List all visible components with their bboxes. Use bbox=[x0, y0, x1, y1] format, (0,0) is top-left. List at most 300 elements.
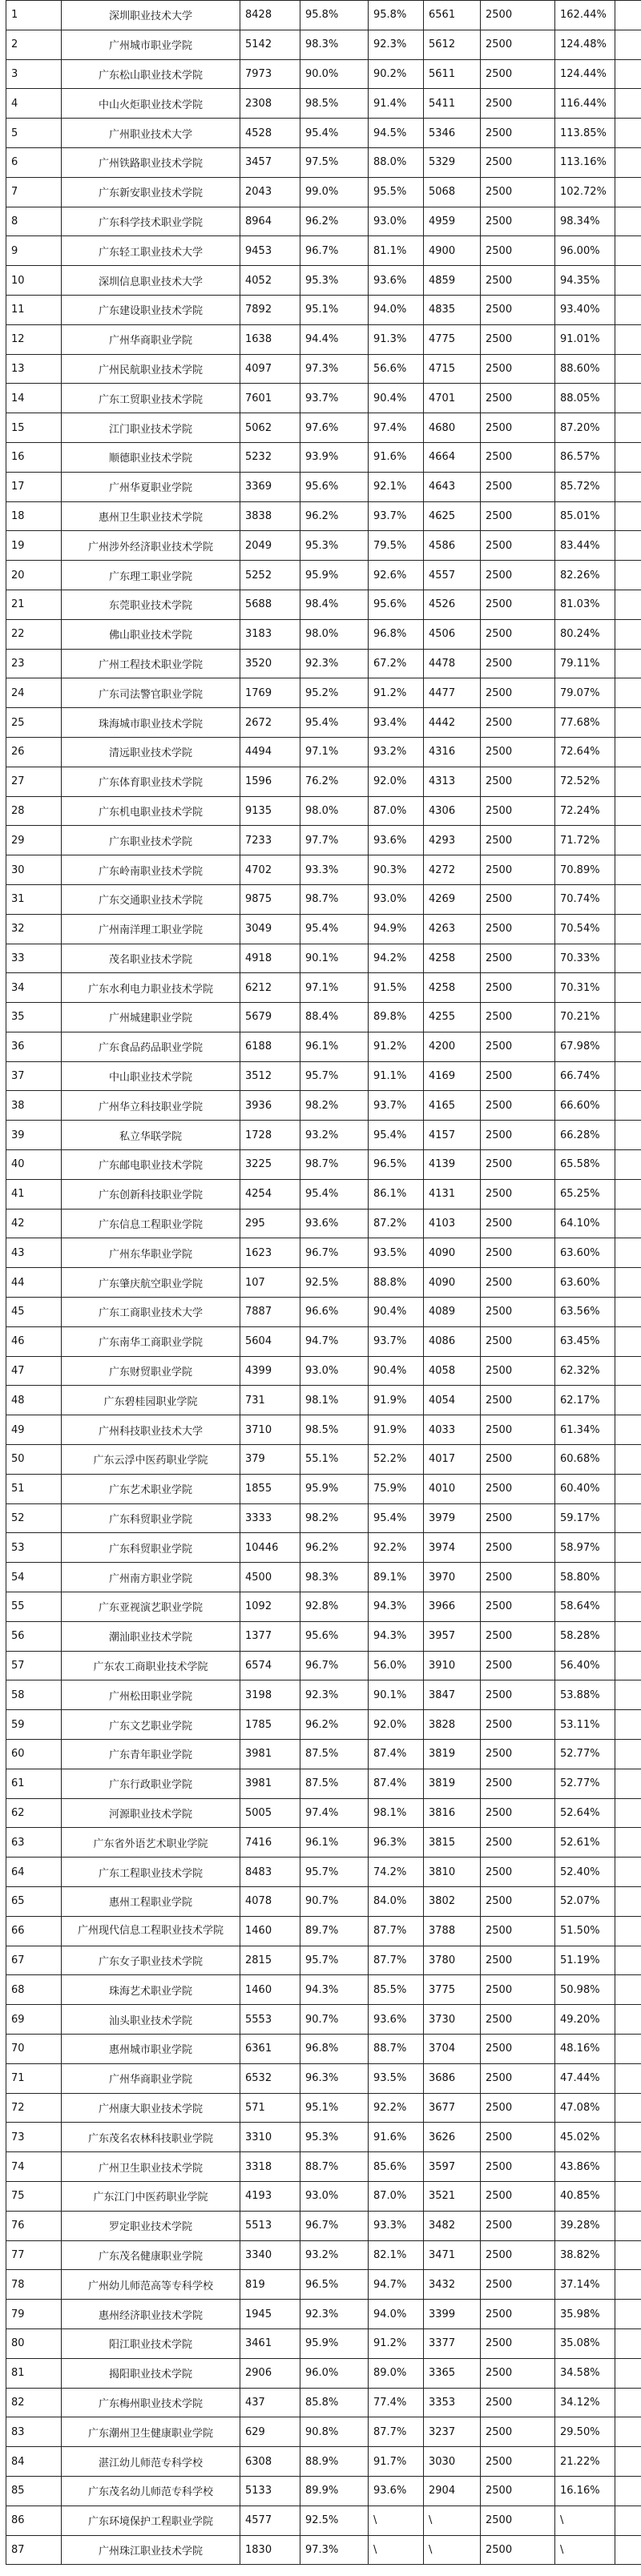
col8-cell: 85.72% bbox=[555, 472, 615, 501]
col7-cell: 2500 bbox=[481, 884, 555, 914]
rank-cell: 72 bbox=[6, 2093, 62, 2123]
col7-cell: 2500 bbox=[481, 708, 555, 738]
col3-cell: 3710 bbox=[240, 1415, 300, 1445]
blank-cell bbox=[615, 708, 641, 738]
rank-cell: 13 bbox=[6, 354, 62, 384]
col8-cell: 70.21% bbox=[555, 1003, 615, 1032]
blank-cell bbox=[615, 944, 641, 973]
col6-cell: 3828 bbox=[424, 1710, 481, 1740]
col7-cell: 2500 bbox=[481, 89, 555, 119]
table-body bbox=[6, 1, 641, 2565]
col5-cell: 77.4% bbox=[369, 2388, 424, 2417]
col5-cell: 93.5% bbox=[369, 2063, 424, 2093]
school-name-cell: 广东青年职业学院 bbox=[62, 1740, 240, 1769]
col6-cell: 4089 bbox=[424, 1298, 481, 1327]
rank-cell: 71 bbox=[6, 2063, 62, 2093]
rank-cell: 8 bbox=[6, 207, 62, 236]
col8-cell: 53.11% bbox=[555, 1710, 615, 1740]
col4-cell: 97.5% bbox=[300, 147, 369, 177]
col8-cell: 86.57% bbox=[555, 442, 615, 472]
col6-cell: \ bbox=[424, 2535, 481, 2565]
rank-cell: 45 bbox=[6, 1298, 62, 1327]
col6-cell: 4131 bbox=[424, 1179, 481, 1209]
col8-cell: 113.85% bbox=[555, 119, 615, 148]
rank-cell: 80 bbox=[6, 2328, 62, 2358]
table-row bbox=[6, 2181, 641, 2211]
col4-cell: 93.9% bbox=[300, 442, 369, 472]
blank-cell bbox=[615, 2211, 641, 2240]
col6-cell: 4010 bbox=[424, 1474, 481, 1503]
col6-cell: 3819 bbox=[424, 1740, 481, 1769]
col6-cell: 4086 bbox=[424, 1326, 481, 1356]
col6-cell: 4680 bbox=[424, 413, 481, 443]
col4-cell: 88.4% bbox=[300, 1003, 369, 1032]
table-row bbox=[6, 1975, 641, 2005]
col8-cell: 58.80% bbox=[555, 1563, 615, 1592]
rank-cell: 59 bbox=[6, 1710, 62, 1740]
school-name-cell: 广州南洋理工职业学院 bbox=[62, 914, 240, 944]
school-name-cell: 广东职业技术学院 bbox=[62, 826, 240, 855]
blank-cell bbox=[615, 2181, 641, 2211]
col4-cell: 90.0% bbox=[300, 59, 369, 89]
col3-cell: 4399 bbox=[240, 1356, 300, 1386]
col3-cell: 7887 bbox=[240, 1298, 300, 1327]
col6-cell: 5329 bbox=[424, 147, 481, 177]
col3-cell: 4918 bbox=[240, 944, 300, 973]
col5-cell: 92.6% bbox=[369, 561, 424, 590]
rank-cell: 25 bbox=[6, 708, 62, 738]
col5-cell: 93.7% bbox=[369, 1091, 424, 1121]
col8-cell: 53.88% bbox=[555, 1680, 615, 1710]
col4-cell: 93.2% bbox=[300, 1121, 369, 1150]
blank-cell bbox=[615, 1975, 641, 2005]
table-row bbox=[6, 884, 641, 914]
col8-cell: 102.72% bbox=[555, 177, 615, 207]
rank-cell: 68 bbox=[6, 1975, 62, 2005]
table-row bbox=[6, 1563, 641, 1592]
table-row bbox=[6, 1179, 641, 1209]
rank-cell: 64 bbox=[6, 1858, 62, 1887]
rank-cell: 19 bbox=[6, 531, 62, 561]
table-row bbox=[6, 59, 641, 89]
col3-cell: 5553 bbox=[240, 2005, 300, 2035]
col5-cell: 74.2% bbox=[369, 1858, 424, 1887]
blank-cell bbox=[615, 1563, 641, 1592]
blank-cell bbox=[615, 1032, 641, 1061]
col8-cell: 77.68% bbox=[555, 708, 615, 738]
blank-cell bbox=[615, 1179, 641, 1209]
col7-cell: 2500 bbox=[481, 2034, 555, 2063]
col4-cell: 97.1% bbox=[300, 973, 369, 1003]
table-row bbox=[6, 207, 641, 236]
col8-cell: 62.32% bbox=[555, 1356, 615, 1386]
col7-cell: 2500 bbox=[481, 1916, 555, 1946]
col6-cell: 3377 bbox=[424, 2328, 481, 2358]
school-name-cell: 潮汕职业技术学院 bbox=[62, 1621, 240, 1651]
table-row bbox=[6, 1386, 641, 1415]
rank-cell: 31 bbox=[6, 884, 62, 914]
col4-cell: 88.7% bbox=[300, 2152, 369, 2182]
school-name-cell: 珠海城市职业技术学院 bbox=[62, 708, 240, 738]
blank-cell bbox=[615, 1798, 641, 1828]
rank-cell: 9 bbox=[6, 236, 62, 266]
school-name-cell: 广东江门中医药职业学院 bbox=[62, 2181, 240, 2211]
table-row bbox=[6, 384, 641, 413]
school-name-cell: 广州珠江职业技术学院 bbox=[62, 2535, 240, 2565]
col3-cell: 3183 bbox=[240, 619, 300, 649]
col3-cell: 4577 bbox=[240, 2506, 300, 2535]
school-name-cell: 广东水利电力职业技术学院 bbox=[62, 973, 240, 1003]
blank-cell bbox=[615, 1209, 641, 1238]
rank-cell: 70 bbox=[6, 2034, 62, 2063]
school-name-cell: 罗定职业技术学院 bbox=[62, 2211, 240, 2240]
school-name-cell: 广东茂名健康职业学院 bbox=[62, 2240, 240, 2270]
school-name-cell: 广州民航职业技术学院 bbox=[62, 354, 240, 384]
col8-cell: 50.98% bbox=[555, 1975, 615, 2005]
blank-cell bbox=[615, 413, 641, 443]
col6-cell: 3957 bbox=[424, 1621, 481, 1651]
col5-cell: 91.9% bbox=[369, 1415, 424, 1445]
col7-cell: 2500 bbox=[481, 2506, 555, 2535]
col8-cell: 79.11% bbox=[555, 649, 615, 678]
col5-cell: 88.8% bbox=[369, 1268, 424, 1298]
table-row bbox=[6, 2123, 641, 2152]
school-name-cell: 广东食品药品职业学院 bbox=[62, 1032, 240, 1061]
col5-cell: 52.2% bbox=[369, 1445, 424, 1475]
col8-cell: 59.17% bbox=[555, 1503, 615, 1533]
col8-cell: 51.19% bbox=[555, 1946, 615, 1975]
school-name-cell: 广东理工职业学院 bbox=[62, 561, 240, 590]
col3-cell: 1460 bbox=[240, 1916, 300, 1946]
blank-cell bbox=[615, 2270, 641, 2300]
school-name-cell: 广州康大职业技术学院 bbox=[62, 2093, 240, 2123]
col5-cell: 91.1% bbox=[369, 1061, 424, 1091]
col3-cell: 4494 bbox=[240, 737, 300, 767]
col5-cell: 84.0% bbox=[369, 1887, 424, 1917]
table-row bbox=[6, 30, 641, 59]
col5-cell: 87.0% bbox=[369, 796, 424, 826]
school-name-cell: 广东潮州卫生健康职业学院 bbox=[62, 2417, 240, 2447]
col4-cell: 96.7% bbox=[300, 2211, 369, 2240]
school-name-cell: 广东农工商职业技术学院 bbox=[62, 1651, 240, 1680]
table-row bbox=[6, 590, 641, 619]
col8-cell: 52.64% bbox=[555, 1798, 615, 1828]
col6-cell: 3788 bbox=[424, 1916, 481, 1946]
col4-cell: 99.0% bbox=[300, 177, 369, 207]
rank-cell: 87 bbox=[6, 2535, 62, 2565]
col7-cell: 2500 bbox=[481, 737, 555, 767]
col7-cell: 2500 bbox=[481, 561, 555, 590]
rank-cell: 55 bbox=[6, 1592, 62, 1622]
blank-cell bbox=[615, 1445, 641, 1475]
col8-cell: 94.35% bbox=[555, 266, 615, 296]
school-name-cell: 广州幼儿师范高等专科学校 bbox=[62, 2270, 240, 2300]
col5-cell: 95.4% bbox=[369, 1503, 424, 1533]
col6-cell: 4258 bbox=[424, 973, 481, 1003]
col4-cell: 96.2% bbox=[300, 501, 369, 531]
table-row bbox=[6, 119, 641, 148]
table-row bbox=[6, 1887, 641, 1917]
blank-cell bbox=[615, 1326, 641, 1356]
rank-cell: 47 bbox=[6, 1356, 62, 1386]
rank-cell: 16 bbox=[6, 442, 62, 472]
blank-cell bbox=[615, 2063, 641, 2093]
col7-cell: 2500 bbox=[481, 1326, 555, 1356]
col8-cell: 80.24% bbox=[555, 619, 615, 649]
table-row bbox=[6, 2034, 641, 2063]
rank-cell: 58 bbox=[6, 1680, 62, 1710]
col8-cell: 63.45% bbox=[555, 1326, 615, 1356]
col4-cell: 55.1% bbox=[300, 1445, 369, 1475]
col4-cell: 96.7% bbox=[300, 1651, 369, 1680]
blank-cell bbox=[615, 295, 641, 324]
col5-cell: 93.5% bbox=[369, 1238, 424, 1268]
col6-cell: 2904 bbox=[424, 2476, 481, 2506]
school-name-cell: 广东云浮中医药职业学院 bbox=[62, 1445, 240, 1475]
col3-cell: 7416 bbox=[240, 1828, 300, 1858]
col4-cell: 95.3% bbox=[300, 531, 369, 561]
rank-cell: 51 bbox=[6, 1474, 62, 1503]
school-name-cell: 广州城建职业学院 bbox=[62, 1003, 240, 1032]
blank-cell bbox=[615, 1769, 641, 1798]
col5-cell: 90.3% bbox=[369, 855, 424, 885]
rank-cell: 23 bbox=[6, 649, 62, 678]
rank-cell: 46 bbox=[6, 1326, 62, 1356]
rank-cell: 3 bbox=[6, 59, 62, 89]
rank-cell: 66 bbox=[6, 1916, 62, 1946]
col5-cell: 94.5% bbox=[369, 119, 424, 148]
table-row bbox=[6, 1769, 641, 1798]
col3-cell: 7973 bbox=[240, 59, 300, 89]
col8-cell: 71.72% bbox=[555, 826, 615, 855]
table-row bbox=[6, 1121, 641, 1150]
col7-cell: 2500 bbox=[481, 1828, 555, 1858]
col7-cell: 2500 bbox=[481, 2270, 555, 2300]
table-row bbox=[6, 1150, 641, 1180]
col8-cell: 58.97% bbox=[555, 1533, 615, 1563]
col3-cell: 1460 bbox=[240, 1975, 300, 2005]
rank-cell: 44 bbox=[6, 1268, 62, 1298]
col6-cell: 4058 bbox=[424, 1356, 481, 1386]
col7-cell: 2500 bbox=[481, 767, 555, 796]
col8-cell: 91.01% bbox=[555, 324, 615, 354]
school-name-cell: 广东体育职业技术学院 bbox=[62, 767, 240, 796]
col4-cell: 93.3% bbox=[300, 855, 369, 885]
table-row bbox=[6, 1445, 641, 1475]
school-name-cell: 江门职业技术学院 bbox=[62, 413, 240, 443]
col8-cell: 63.60% bbox=[555, 1268, 615, 1298]
table-row bbox=[6, 147, 641, 177]
school-name-cell: 广州工程技术职业学院 bbox=[62, 649, 240, 678]
col3-cell: 379 bbox=[240, 1445, 300, 1475]
col3-cell: 3333 bbox=[240, 1503, 300, 1533]
col6-cell: 3802 bbox=[424, 1887, 481, 1917]
col3-cell: 629 bbox=[240, 2417, 300, 2447]
col7-cell: 2500 bbox=[481, 147, 555, 177]
rank-cell: 69 bbox=[6, 2005, 62, 2035]
col7-cell: 2500 bbox=[481, 678, 555, 708]
col5-cell: 95.6% bbox=[369, 590, 424, 619]
col6-cell: 3030 bbox=[424, 2447, 481, 2477]
col5-cell: 93.7% bbox=[369, 1326, 424, 1356]
col5-cell: 82.1% bbox=[369, 2240, 424, 2270]
col7-cell: 2500 bbox=[481, 384, 555, 413]
col4-cell: 95.4% bbox=[300, 119, 369, 148]
col4-cell: 96.2% bbox=[300, 1533, 369, 1563]
col7-cell: 2500 bbox=[481, 1356, 555, 1386]
rank-cell: 54 bbox=[6, 1563, 62, 1592]
col8-cell: 52.40% bbox=[555, 1858, 615, 1887]
col3-cell: 437 bbox=[240, 2388, 300, 2417]
col4-cell: 92.3% bbox=[300, 1680, 369, 1710]
col4-cell: 98.0% bbox=[300, 619, 369, 649]
table-row bbox=[6, 236, 641, 266]
rank-cell: 60 bbox=[6, 1740, 62, 1769]
col5-cell: 94.3% bbox=[369, 1592, 424, 1622]
col4-cell: 95.1% bbox=[300, 2093, 369, 2123]
blank-cell bbox=[615, 1121, 641, 1150]
col7-cell: 2500 bbox=[481, 1209, 555, 1238]
blank-cell bbox=[615, 1386, 641, 1415]
col5-cell: 93.0% bbox=[369, 884, 424, 914]
rank-cell: 15 bbox=[6, 413, 62, 443]
col8-cell: 40.85% bbox=[555, 2181, 615, 2211]
col5-cell: 93.0% bbox=[369, 207, 424, 236]
col3-cell: 295 bbox=[240, 1209, 300, 1238]
rank-cell: 40 bbox=[6, 1150, 62, 1180]
col8-cell: 96.00% bbox=[555, 236, 615, 266]
col8-cell: 47.44% bbox=[555, 2063, 615, 2093]
table-row bbox=[6, 1680, 641, 1710]
col7-cell: 2500 bbox=[481, 2063, 555, 2093]
col5-cell: 95.8% bbox=[369, 1, 424, 30]
col8-cell: 34.12% bbox=[555, 2388, 615, 2417]
school-name-cell: 广州华夏职业学院 bbox=[62, 472, 240, 501]
col5-cell: 93.4% bbox=[369, 708, 424, 738]
col5-cell: 93.2% bbox=[369, 737, 424, 767]
rank-cell: 28 bbox=[6, 796, 62, 826]
col8-cell: 43.86% bbox=[555, 2152, 615, 2182]
col6-cell: 4017 bbox=[424, 1445, 481, 1475]
blank-cell bbox=[615, 442, 641, 472]
col3-cell: 5688 bbox=[240, 590, 300, 619]
rank-cell: 29 bbox=[6, 826, 62, 855]
col6-cell: 4165 bbox=[424, 1091, 481, 1121]
blank-cell bbox=[615, 619, 641, 649]
table-row bbox=[6, 501, 641, 531]
blank-cell bbox=[615, 1003, 641, 1032]
col8-cell: 88.60% bbox=[555, 354, 615, 384]
col7-cell: 2500 bbox=[481, 1621, 555, 1651]
col6-cell: 4157 bbox=[424, 1121, 481, 1150]
col5-cell: 90.4% bbox=[369, 1356, 424, 1386]
col7-cell: 2500 bbox=[481, 1268, 555, 1298]
table-row bbox=[6, 2152, 641, 2182]
col5-cell: 79.5% bbox=[369, 531, 424, 561]
col8-cell: 35.98% bbox=[555, 2300, 615, 2329]
col6-cell: 4033 bbox=[424, 1415, 481, 1445]
blank-cell bbox=[615, 1091, 641, 1121]
col7-cell: 2500 bbox=[481, 2181, 555, 2211]
col7-cell: 2500 bbox=[481, 2328, 555, 2358]
col8-cell: 70.33% bbox=[555, 944, 615, 973]
rank-cell: 17 bbox=[6, 472, 62, 501]
col8-cell: 124.48% bbox=[555, 30, 615, 59]
school-name-cell: 广东建设职业技术学院 bbox=[62, 295, 240, 324]
blank-cell bbox=[615, 354, 641, 384]
col3-cell: 6532 bbox=[240, 2063, 300, 2093]
school-name-cell: 河源职业技术学院 bbox=[62, 1798, 240, 1828]
table-row bbox=[6, 1474, 641, 1503]
col5-cell: 56.0% bbox=[369, 1651, 424, 1680]
blank-cell bbox=[615, 147, 641, 177]
col6-cell: 4258 bbox=[424, 944, 481, 973]
col6-cell: 3974 bbox=[424, 1533, 481, 1563]
rank-cell: 27 bbox=[6, 767, 62, 796]
table-row bbox=[6, 2506, 641, 2535]
school-name-cell: 广东创新科技职业学院 bbox=[62, 1179, 240, 1209]
col3-cell: 1728 bbox=[240, 1121, 300, 1150]
col4-cell: 98.2% bbox=[300, 1091, 369, 1121]
col7-cell: 2500 bbox=[481, 619, 555, 649]
col5-cell: 89.0% bbox=[369, 2358, 424, 2388]
blank-cell bbox=[615, 1356, 641, 1386]
table-row bbox=[6, 472, 641, 501]
col6-cell: 4293 bbox=[424, 826, 481, 855]
col5-cell: 96.8% bbox=[369, 619, 424, 649]
col7-cell: 2500 bbox=[481, 826, 555, 855]
school-name-cell: 广东梅州职业技术学院 bbox=[62, 2388, 240, 2417]
col7-cell: 2500 bbox=[481, 1179, 555, 1209]
table-row bbox=[6, 1209, 641, 1238]
blank-cell bbox=[615, 1680, 641, 1710]
table-row bbox=[6, 2240, 641, 2270]
blank-cell bbox=[615, 236, 641, 266]
rank-cell: 35 bbox=[6, 1003, 62, 1032]
col5-cell: 91.6% bbox=[369, 2123, 424, 2152]
blank-cell bbox=[615, 177, 641, 207]
rank-cell: 84 bbox=[6, 2447, 62, 2477]
col6-cell: 4701 bbox=[424, 384, 481, 413]
col5-cell: 90.4% bbox=[369, 1298, 424, 1327]
col5-cell: 91.2% bbox=[369, 2328, 424, 2358]
rank-cell: 79 bbox=[6, 2300, 62, 2329]
rank-cell: 42 bbox=[6, 1209, 62, 1238]
col6-cell: 3597 bbox=[424, 2152, 481, 2182]
col5-cell: 90.2% bbox=[369, 59, 424, 89]
col3-cell: 107 bbox=[240, 1268, 300, 1298]
col3-cell: 3225 bbox=[240, 1150, 300, 1180]
col8-cell: 162.44% bbox=[555, 1, 615, 30]
blank-cell bbox=[615, 649, 641, 678]
table-row bbox=[6, 561, 641, 590]
col5-cell: \ bbox=[369, 2506, 424, 2535]
col8-cell: 34.58% bbox=[555, 2358, 615, 2388]
col7-cell: 2500 bbox=[481, 1680, 555, 1710]
col7-cell: 2500 bbox=[481, 1592, 555, 1622]
rank-cell: 10 bbox=[6, 266, 62, 296]
col6-cell: 4959 bbox=[424, 207, 481, 236]
col5-cell: 87.4% bbox=[369, 1769, 424, 1798]
rank-cell: 37 bbox=[6, 1061, 62, 1091]
col5-cell: 89.8% bbox=[369, 1003, 424, 1032]
school-name-cell: 广州东华职业学院 bbox=[62, 1238, 240, 1268]
blank-cell bbox=[615, 914, 641, 944]
col6-cell: \ bbox=[424, 2506, 481, 2535]
table-row bbox=[6, 1858, 641, 1887]
blank-cell bbox=[615, 1946, 641, 1975]
col5-cell: 91.2% bbox=[369, 678, 424, 708]
